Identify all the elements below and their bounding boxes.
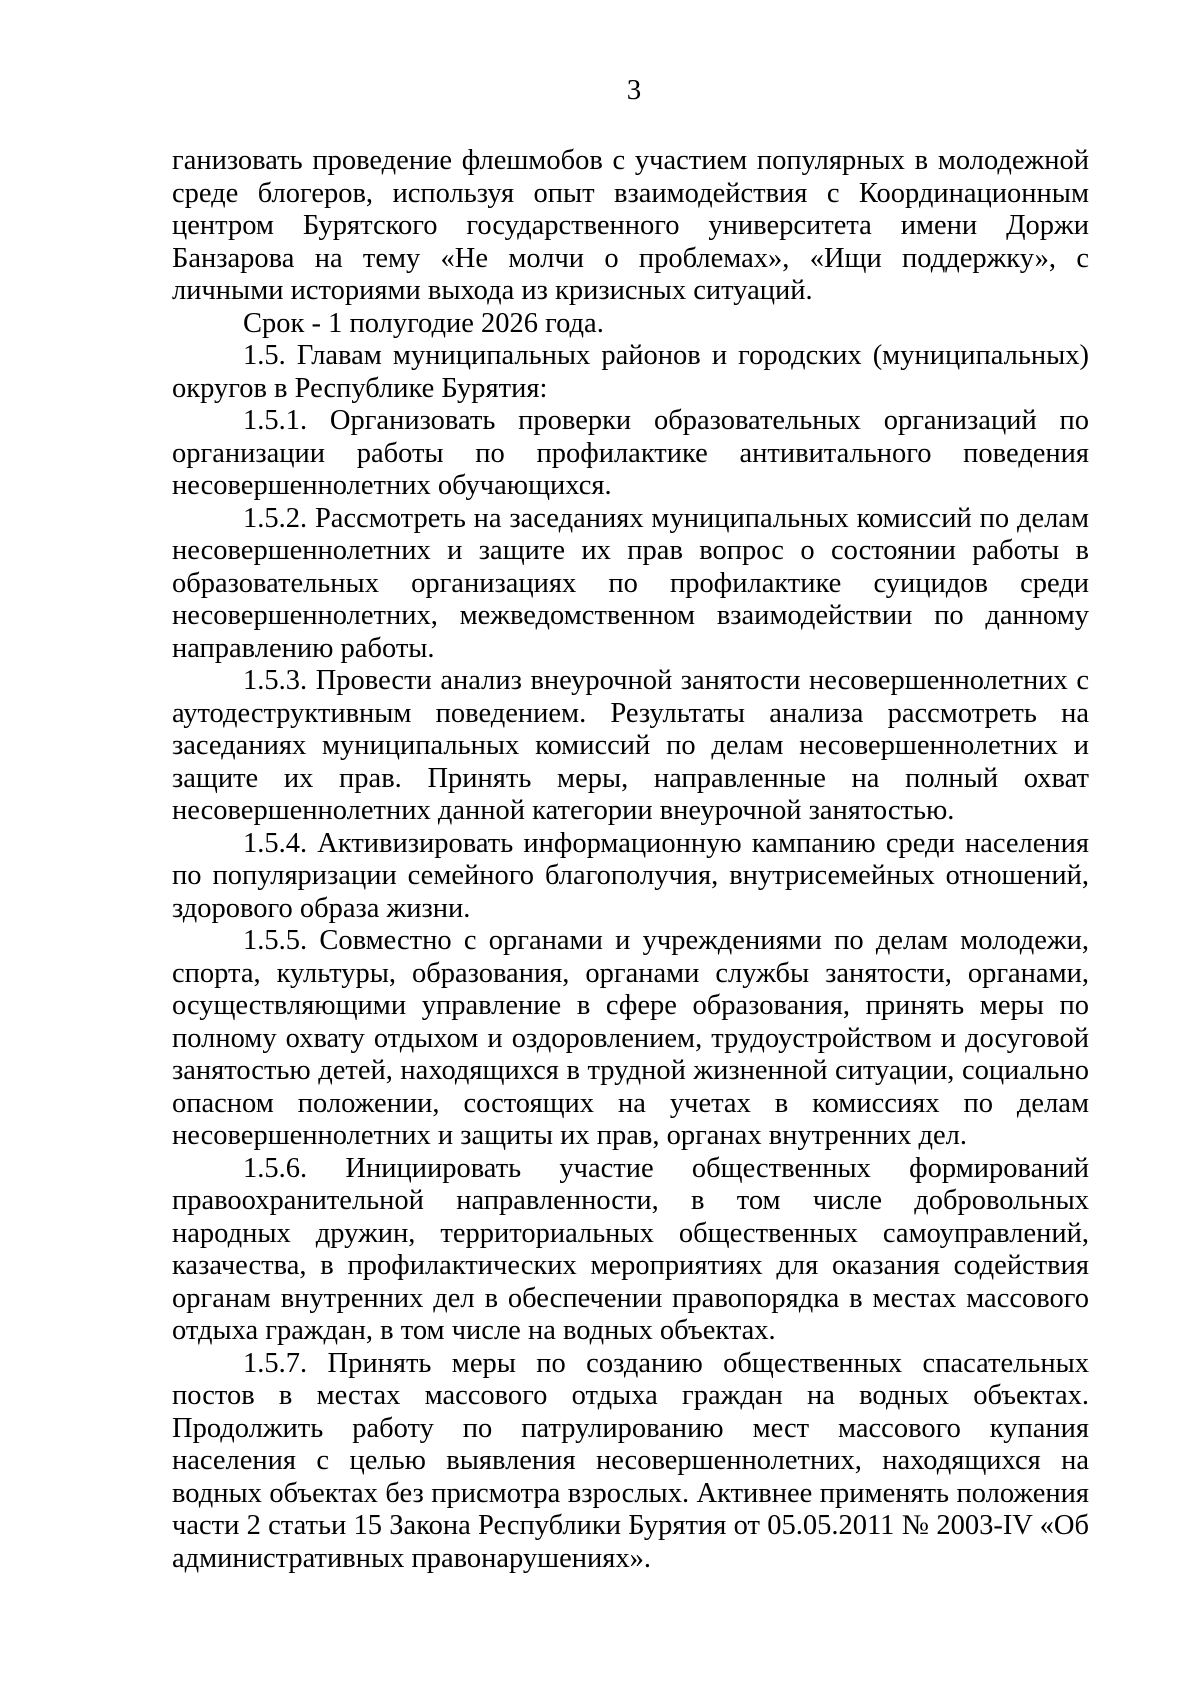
paragraph-1-5-4: 1.5.4. Активизировать информационную кампанию среди населения по популяризации семейного благополучия, внутрисемейных отношений, здорового образа жизни.: [172, 827, 1089, 924]
paragraph-1-5-1: 1.5.1. Организовать проверки образовательных организаций по организации работы по профилактике антивитального поведения несовершеннолетних обучающихся.: [172, 405, 1089, 501]
paragraph-continuation: ганизовать проведение флешмобов с участием популярных в молодежной среде блогеров, используя опыт взаимодействия с Координационным центром Бурятского государственного университета имени Доржи Банзарова на тему «Не молчи о проблемах», «Ищи поддержку», с личными историями выхода из кризисных ситуаций.: [172, 145, 1089, 306]
paragraph-1-5-6: 1.5.6. Инициировать участие общественных формирований правоохранительной направленности, в том числе добровольных народных дружин, территориальных общественных самоуправлений, казачества, в профилактических мероприятиях для оказания содействия органам внутренних дел в обеспечении правопорядка в местах массового отдыха граждан, в том числе на водных объектах.: [172, 1152, 1089, 1346]
paragraph-deadline: Срок - 1 полугодие 2026 года.: [243, 307, 604, 339]
paragraph-1-5-3: 1.5.3. Провести анализ внеурочной занятости несовершеннолетних с аутодеструктивным поведением. Результаты анализа рассмотреть на заседаниях муниципальных комиссий по делам несовершеннолетних и защите их прав. Принять меры, направленные на полный охват несовершеннолетних данной категории внеурочной занятостью.: [172, 665, 1089, 826]
paragraph-1-5-5: 1.5.5. Совместно с органами и учреждениями по делам молодежи, спорта, культуры, образования, органами службы занятости, органами, осуществляющими управление в сфере образования, принять меры по полному охвату отдыхом и оздоровлением, трудоустройством и досуговой занятостью детей, находящихся в трудной жизненной ситуации, социально опасном положении, состоящих на учетах в комиссиях по делам несовершеннолетних и защиты их прав, органах внутренних дел.: [172, 925, 1089, 1151]
paragraph-1-5-7: 1.5.7. Принять меры по созданию общественных спасательных постов в местах массового отдыха граждан на водных объектах. Продолжить работу по патрулированию мест массового купания населения с целью выявления несовершеннолетних, находящихся на водных объектах без присмотра взрослых. Активнее применять положения части 2 статьи 15 Закона Республики Бурятия от 05.05.2011 № 2003-IV «Об административных правонарушениях».: [172, 1347, 1089, 1574]
document-body: [172, 145, 1089, 1575]
paragraph-1-5-2: 1.5.2. Рассмотреть на заседаниях муниципальных комиссий по делам несовершеннолетних и защите их прав вопрос о состоянии работы в образовательных организациях по профилактике суицидов среди несовершеннолетних, межведомственном взаимодействии по данному направлению работы.: [172, 502, 1089, 664]
page-number: 3: [626, 74, 642, 106]
paragraph-1-5: 1.5. Главам муниципальных районов и городских (муниципальных) округов в Республике Бурятия:: [172, 340, 1089, 404]
